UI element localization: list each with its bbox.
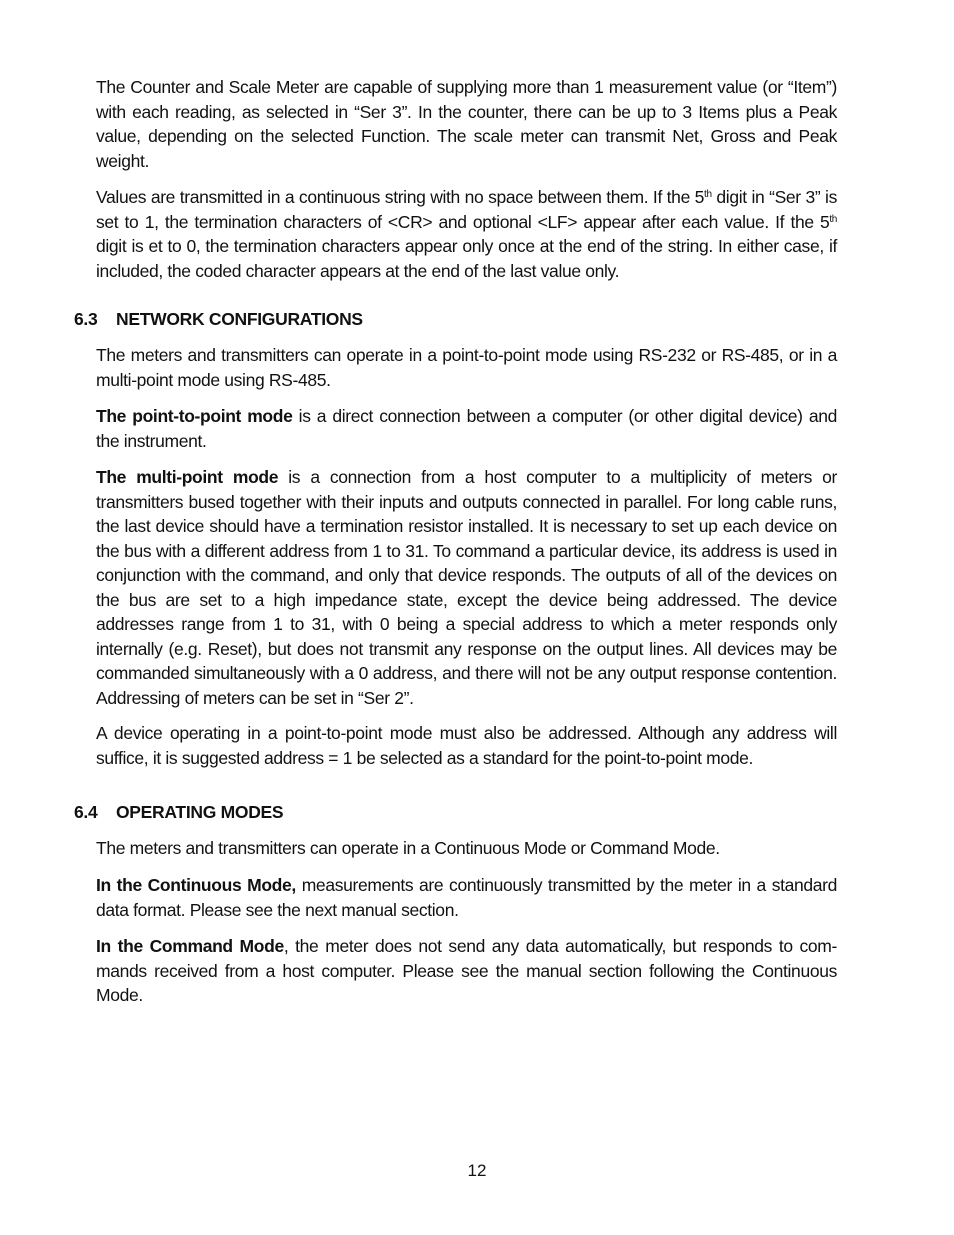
term-point-to-point: The point-to-point mode <box>96 406 293 426</box>
operating-paragraph-1 <box>96 836 837 861</box>
operating-paragraph-1-text: The meters and transmitters can operate in a Continuous Mode or Command Mode. <box>96 838 720 858</box>
network-paragraph-1-text: The meters and transmitters can operate in a point-to-point mode using RS-232 or RS-485, or in a multi-point mode using RS-485. <box>96 345 837 390</box>
operating-paragraph-command <box>96 934 837 1008</box>
term-command-mode: In the Command Mode <box>96 936 284 956</box>
operating-paragraph-3-text: , the meter does not send any data automatically, but responds to com-mands received from a host computer. Please see the manual section following the Continuous Mode. <box>96 936 837 1005</box>
operating-paragraph-continuous <box>96 873 837 922</box>
network-paragraph-3-text: is a connection from a host computer to a multiplicity of meters or transmitters bused together with their inputs and outputs connected in parallel. For long cable runs, the last device should have a termination resistor installed. It is necessary to set up each device on the bus with a different address from 1 to 31. To command a particular device, its address is used in conjunction with the command, and only that device responds. The outputs of all of the devices on the bus are set to a high impedance state, except the device being addressed. The device addresses range from 1 to 31, with 0 being a special address to which a meter responds only internally (e.g. Reset), but does not transmit any response on the output lines. All devices may be commanded simultaneously with a 0 address, and there will not be any output response contention. Addressing of meters can be set in “Ser 2”. <box>96 467 837 708</box>
ordinal-superscript: th <box>829 213 837 225</box>
intro-paragraph-2-part-b: digit in “Ser 3” is set to 1, the termination characters of <CR> and optional <LF> appear after each value. If the 5 <box>96 187 837 232</box>
network-paragraph-4 <box>96 721 837 770</box>
network-paragraph-4-text: A device operating in a point-to-point mode must also be addressed. Although any address will suffice, it is suggested address = 1 be selected as a standard for the point-to-point mode. <box>96 723 837 768</box>
network-paragraph-multi-point <box>96 465 837 710</box>
network-paragraph-2-text: is a direct connection between a computer (or other digital device) and the instrument. <box>96 406 837 451</box>
network-paragraph-1 <box>96 343 837 392</box>
term-continuous-mode: In the Continuous Mode, <box>96 875 296 895</box>
intro-paragraph-2-part-c: digit is et to 0, the termination characters appear only once at the end of the string. In either case, if included, the coded character appears at the end of the last value only. <box>96 236 837 281</box>
section-number: 6.3 <box>74 309 98 329</box>
intro-paragraph-2 <box>96 185 837 283</box>
term-multi-point: The multi-point mode <box>96 467 279 487</box>
intro-paragraph-1-text: The Counter and Scale Meter are capable of supplying more than 1 measurement value (or “Item”) with each reading, as selected in “Ser 3”. In the counter, there can be up to 3 Items plus a Peak value, depending on the selected Function. The scale meter can transmit Net, Gross and Peak weight. <box>96 77 837 171</box>
section-number: 6.4 <box>74 802 98 822</box>
network-paragraph-point-to-point <box>96 404 837 453</box>
intro-paragraph-2-part-a: Values are transmitted in a continuous string with no space between them. If the 5 <box>96 187 705 207</box>
section-title: OPERATING MODES <box>116 802 284 822</box>
section-title: NETWORK CONFIGURATIONS <box>116 309 363 329</box>
intro-paragraph-1 <box>96 75 837 173</box>
section-heading-operating <box>74 800 283 824</box>
ordinal-superscript: th <box>704 189 712 200</box>
operating-paragraph-2-text: measurements are continuously transmitted by the meter in a standard data format. Please see the next manual section. <box>96 875 837 920</box>
page-number: 12 <box>467 1161 487 1180</box>
section-heading-network <box>74 307 363 331</box>
